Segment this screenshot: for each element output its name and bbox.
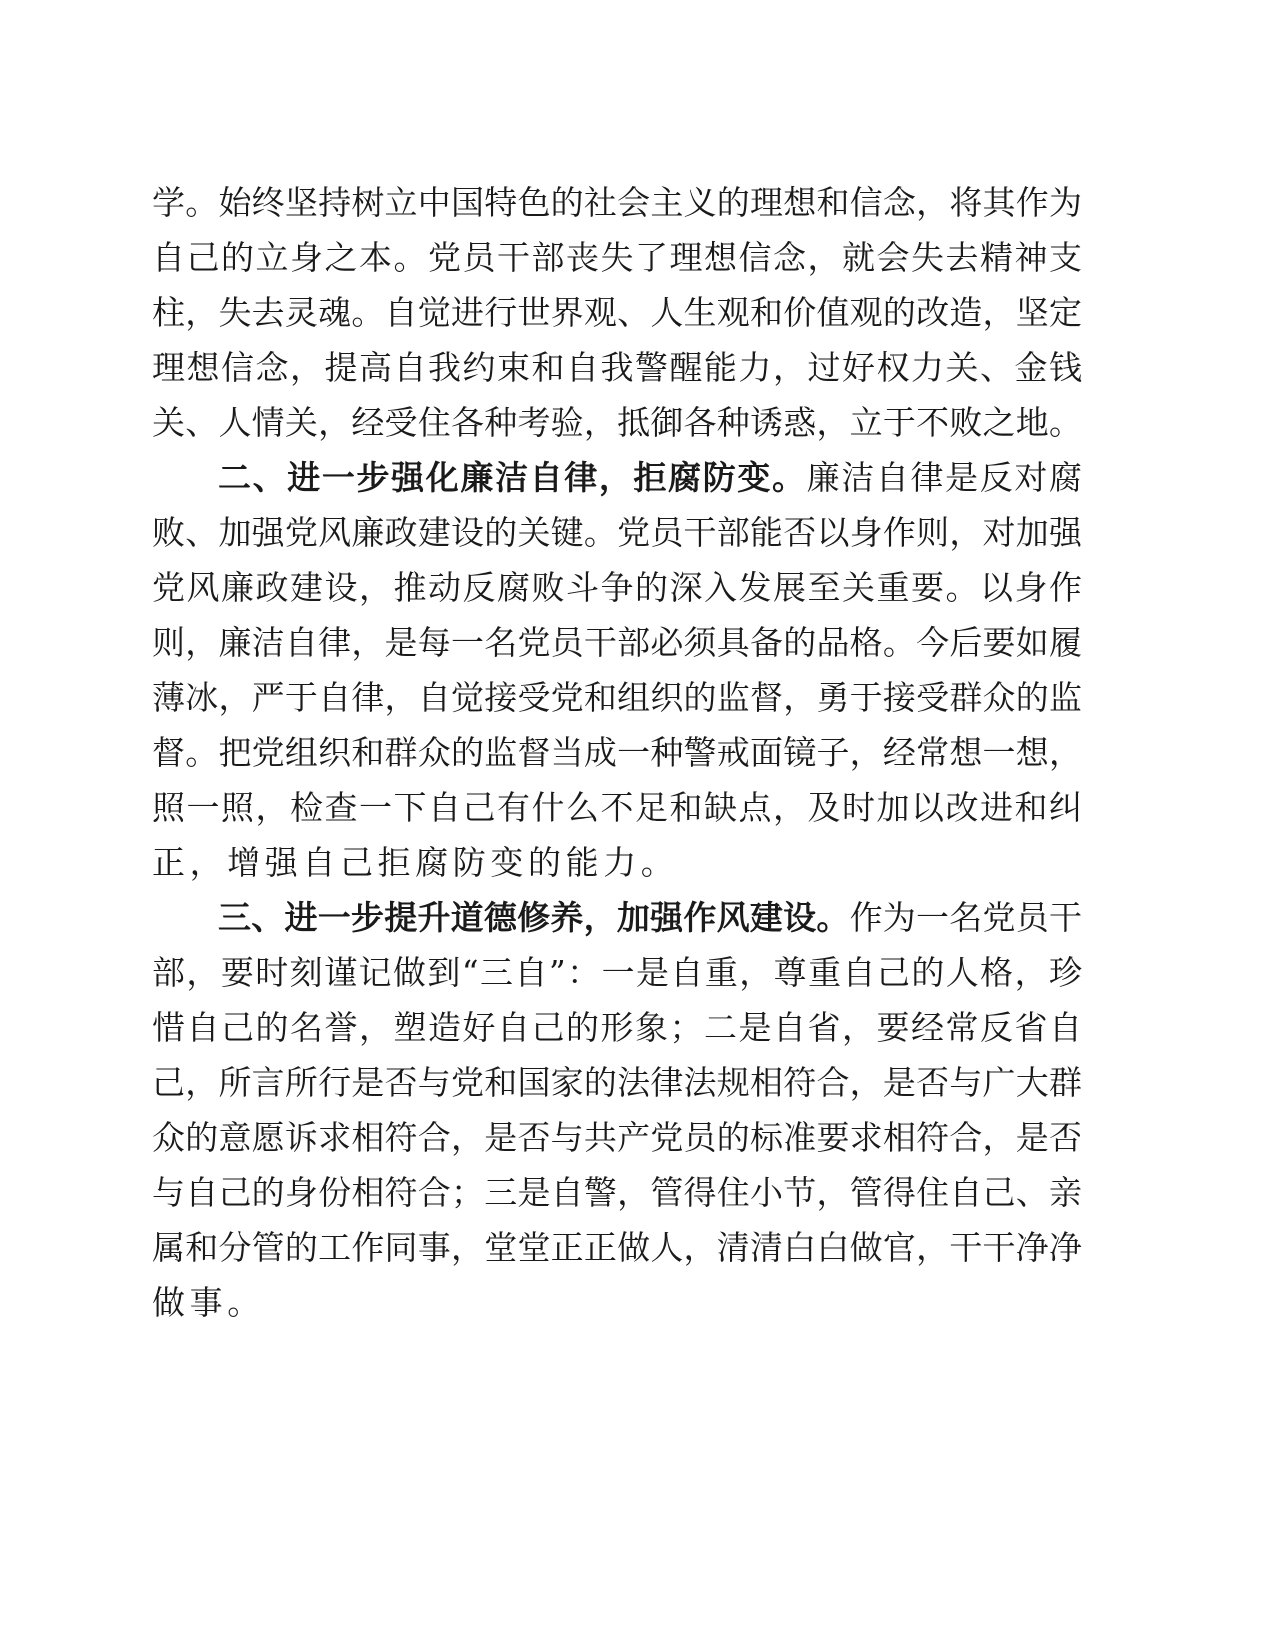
body-text-line: 败、加强党风廉政建设的关键。党员干部能否以身作则，对加强 xyxy=(152,513,1082,552)
body-text-line: 做事。 xyxy=(152,1283,265,1322)
body-text-line: 理想信念，提高自我约束和自我警醒能力，过好权力关、金钱 xyxy=(152,348,1082,387)
section-2-first-line xyxy=(218,450,1082,506)
body-text-line: 己，所言所行是否与党和国家的法律法规相符合，是否与广大群 xyxy=(152,1063,1082,1102)
body-text-line: 正，增强自己拒腐防变的能力。 xyxy=(152,843,679,882)
body-text-line: 自己的立身之本。党员干部丧失了理想信念，就会失去精神支 xyxy=(152,238,1082,277)
body-text-line: 关、人情关，经受住各种考验，抵御各种诱惑，立于不败之地。 xyxy=(152,403,1082,442)
section-2-heading: 二、进一步强化廉洁自律，拒腐防变。 xyxy=(218,458,807,497)
body-text-line: 照一照，检查一下自己有什么不足和缺点，及时加以改进和纠 xyxy=(152,788,1082,827)
body-text-line: 惜自己的名誉，塑造好自己的形象；二是自省，要经常反省自 xyxy=(152,1008,1082,1047)
section-2-first-line-text: 廉洁自律是反对腐 xyxy=(806,458,1082,497)
body-text-line: 众的意愿诉求相符合，是否与共产党员的标准要求相符合，是否 xyxy=(152,1118,1082,1157)
body-text-line: 属和分管的工作同事，堂堂正正做人，清清白白做官，干干净净 xyxy=(152,1228,1082,1267)
section-3-heading: 三、进一步提升道德修养，加强作风建设。 xyxy=(218,898,850,937)
body-text-line: 与自己的身份相符合；三是自警，管得住小节，管得住自己、亲 xyxy=(152,1173,1082,1212)
section-3-first-line-text: 作为一名党员干 xyxy=(849,898,1083,937)
body-text-line: 学。始终坚持树立中国特色的社会主义的理想和信念，将其作为 xyxy=(152,183,1082,222)
body-text-line: 薄冰，严于自律，自觉接受党和组织的监督，勇于接受群众的监 xyxy=(152,678,1082,717)
body-text-line: 部，要时刻谨记做到“三自”：一是自重，尊重自己的人格，珍 xyxy=(152,953,1082,992)
body-text-line: 党风廉政建设，推动反腐败斗争的深入发展至关重要。以身作 xyxy=(152,568,1082,607)
section-3-first-line xyxy=(218,890,1082,946)
body-text-line: 督。把党组织和群众的监督当成一种警戒面镜子，经常想一想， xyxy=(152,733,1082,772)
body-text-line: 柱，失去灵魂。自觉进行世界观、人生观和价值观的改造，坚定 xyxy=(152,293,1082,332)
body-text-line: 则，廉洁自律，是每一名党员干部必须具备的品格。今后要如履 xyxy=(152,623,1082,662)
